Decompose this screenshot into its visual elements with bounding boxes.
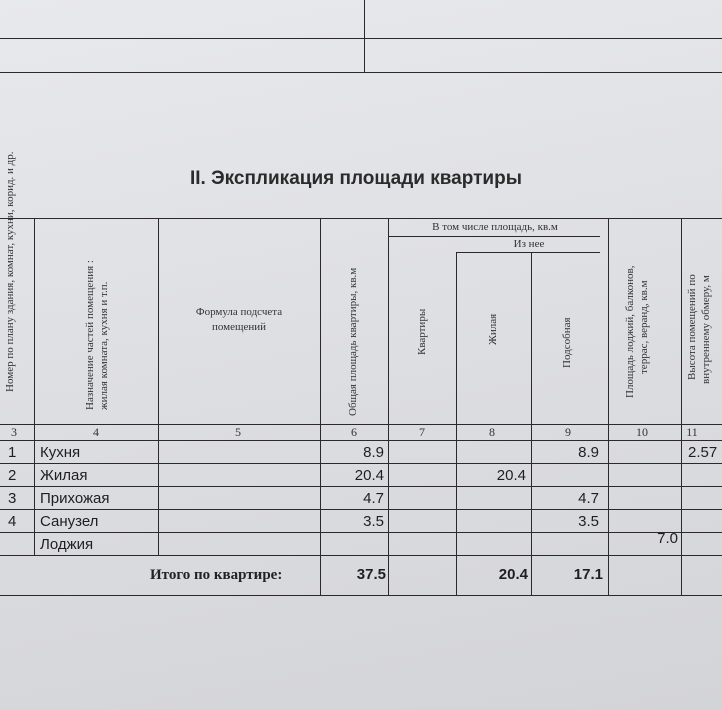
top-table-divider <box>364 0 365 72</box>
col-divider <box>34 218 35 555</box>
total-label: Итого по квартире: <box>150 567 283 583</box>
room-name: Жилая <box>40 467 88 484</box>
group-header-line <box>388 236 600 237</box>
living-sum: 20.4 <box>498 566 528 583</box>
col-number: 4 <box>93 425 99 439</box>
row-number: 3 <box>8 490 17 507</box>
total-area: 3.5 <box>363 513 384 530</box>
header-loggia-line2: террас, веранд, кв.м <box>638 280 650 374</box>
loggia-area: 7.0 <box>657 530 678 547</box>
header-room-number: Номер по плану здания, комнат, кухни, корид. и др. <box>4 151 16 392</box>
col-divider <box>388 218 389 595</box>
header-purpose-line2: жилая комната, кухня и т.п. <box>98 281 110 410</box>
aux-sum: 17.1 <box>573 566 603 583</box>
header-living: Жилая <box>487 313 499 345</box>
col-number: 7 <box>419 425 425 439</box>
row-line <box>0 463 722 464</box>
row-line <box>0 509 722 510</box>
aux-area: 8.9 <box>578 444 599 461</box>
table-bottom-border <box>0 595 722 596</box>
header-formula-line1: Формула подсчета <box>195 306 283 318</box>
room-height: 2.57 <box>688 444 718 461</box>
total-area: 20.4 <box>354 467 384 484</box>
table-top-border <box>0 218 722 219</box>
header-height-line2: внутреннему обмеру, м <box>700 275 712 384</box>
header-formula-line2: помещений <box>211 321 267 333</box>
col-number: 5 <box>235 425 241 439</box>
col-number: 11 <box>686 425 698 439</box>
room-name: Кухня <box>40 444 81 461</box>
header-total-area: Общая площадь квартиры, кв.м <box>347 267 359 416</box>
col-divider <box>608 218 609 595</box>
row-line <box>0 555 722 556</box>
header-height-line1: Высота помещений по <box>686 274 698 380</box>
total-area: 8.9 <box>363 444 384 461</box>
col-divider <box>456 252 457 595</box>
header-purpose-line1: Назначение частей помещения : <box>84 260 96 410</box>
col-number: 8 <box>489 425 495 439</box>
col-divider <box>158 218 159 555</box>
col-divider <box>681 218 682 595</box>
room-name: Санузел <box>40 513 99 530</box>
col-divider <box>320 218 321 595</box>
aux-area: 4.7 <box>578 490 599 507</box>
room-name: Лоджия <box>40 536 94 553</box>
header-group: В том числе площадь, кв.м <box>432 221 558 233</box>
top-table-line <box>0 72 722 73</box>
total-sum: 37.5 <box>356 566 386 583</box>
total-area: 4.7 <box>363 490 384 507</box>
page-title: II. Экспликация площади квартиры <box>190 168 522 189</box>
col-number: 6 <box>351 425 357 439</box>
living-area: 20.4 <box>496 467 526 484</box>
header-loggia-line1: Площадь лоджий, балконов, <box>624 265 636 398</box>
row-number: 1 <box>8 444 17 461</box>
row-number: 2 <box>8 467 17 484</box>
room-name: Прихожая <box>40 490 110 507</box>
row-line <box>0 486 722 487</box>
col-numbers-line <box>0 440 722 441</box>
aux-area: 3.5 <box>578 513 599 530</box>
col-number: 9 <box>565 425 571 439</box>
col-number: 3 <box>11 425 17 439</box>
row-number: 4 <box>8 513 17 530</box>
col-divider <box>531 252 532 595</box>
subgroup-header-line <box>456 252 600 253</box>
header-apartment: Квартиры <box>416 308 428 355</box>
header-subgroup: Из нее <box>513 238 545 250</box>
col-number: 10 <box>636 425 648 439</box>
header-auxiliary: Подсобная <box>561 317 573 368</box>
top-table-line <box>0 38 722 39</box>
